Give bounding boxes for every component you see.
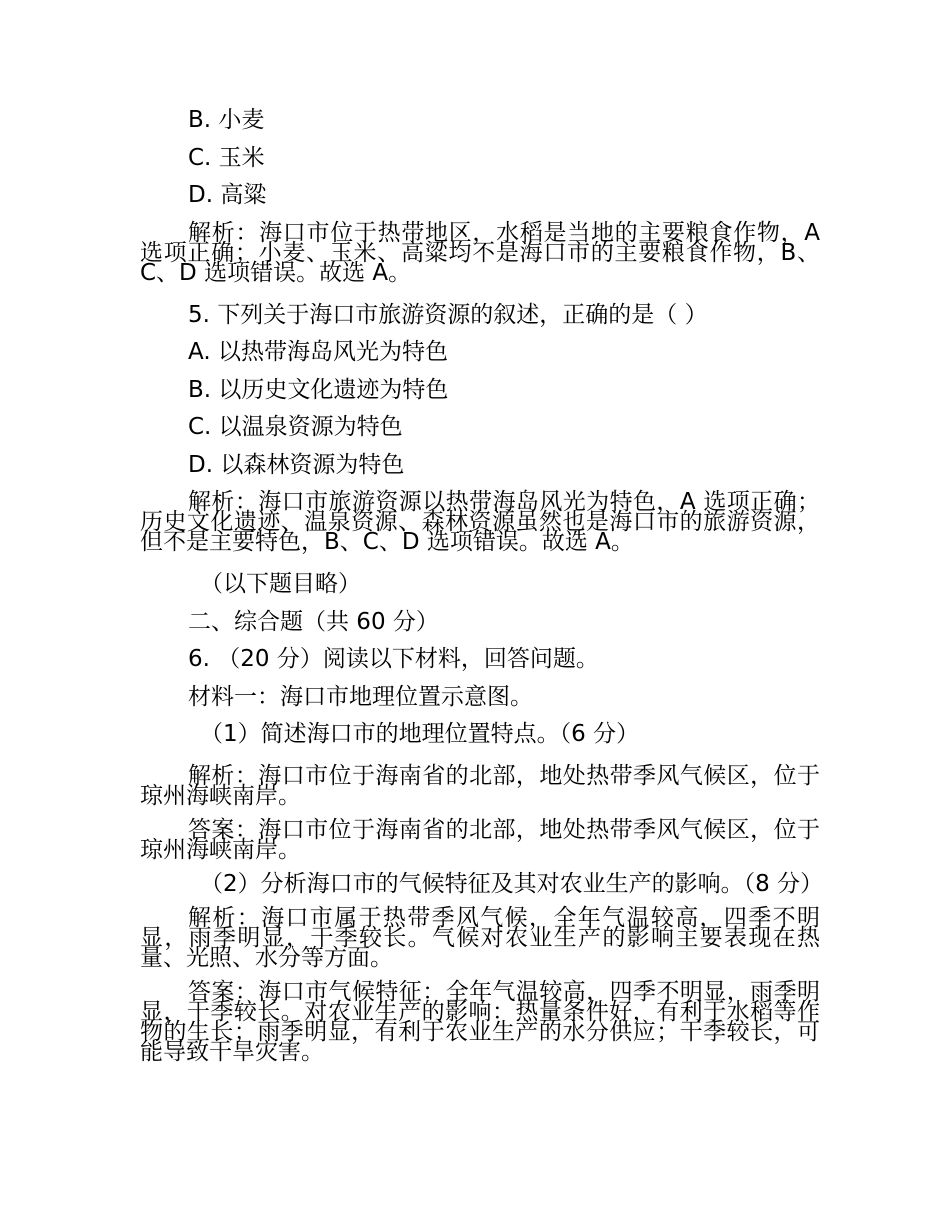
q4-option-d: D. 高粱: [188, 182, 267, 208]
q6-stem: 6. （20 分）阅读以下材料，回答问题。: [188, 646, 599, 672]
q6-sub2-question: （2）分析海口市的气候特征及其对农业生产的影响。（8 分）: [200, 870, 824, 897]
q4-option-c: C. 玉米: [188, 144, 265, 171]
q6-sub2-analysis: 解析：海口市属于热带季风气候，全年气温较高，四季不明显，雨季明显，干季较长。气候对农业生产的影响主要表现在热量、光照、水分等方面。: [140, 904, 820, 971]
section2-title: 二、综合题（共 60 分）: [188, 608, 439, 635]
omitted-note: （以下题目略）: [200, 571, 361, 597]
q6-sub1-answer: 答案：海口市位于海南省的北部，地处热带季风气候区，位于琼州海峡南岸。: [140, 816, 820, 863]
q6-sub1-analysis: 解析：海口市位于海南省的北部，地处热带季风气候区，位于琼州海峡南岸。: [140, 762, 820, 809]
q4-option-b: B. 小麦: [188, 107, 265, 133]
q5-option-d: D. 以森林资源为特色: [188, 451, 405, 478]
q5-option-c: C. 以温泉资源为特色: [188, 414, 403, 440]
q5-analysis: 解析：海口市旅游资源以热带海岛风光为特色，A 选项正确；历史文化遗迹、温泉资源、森林资源虽然也是海口市的旅游资源，但不是主要特色，B、C、D 选项错误。故选 A。: [140, 489, 820, 555]
q6-sub1-question: （1）简述海口市的地理位置特点。（6 分）: [200, 721, 640, 747]
q6-material: 材料一：海口市地理位置示意图。: [188, 683, 533, 710]
document-page: [140, 102, 824, 1076]
q5-option-b: B. 以历史文化遗迹为特色: [188, 376, 449, 403]
q5-stem: 5. 下列关于海口市旅游资源的叙述，正确的是（ ）: [188, 301, 708, 328]
q5-option-a: A. 以热带海岛风光为特色: [188, 339, 448, 365]
q4-analysis: 解析：海口市位于热带地区，水稻是当地的主要粮食作物，A 选项正确；小麦、玉米、高粱均不是海口市的主要粮食作物，B、C、D 选项错误。故选 A。: [140, 219, 820, 286]
q6-sub2-answer: 答案：海口市气候特征：全年气温较高，四季不明显，雨季明显，干季较长。对农业生产的影响：热量条件好，有利于水稻等作物的生长；雨季明显，有利于农业生产的水分供应；干季较长，可能导致干旱灾害。: [140, 978, 820, 1065]
